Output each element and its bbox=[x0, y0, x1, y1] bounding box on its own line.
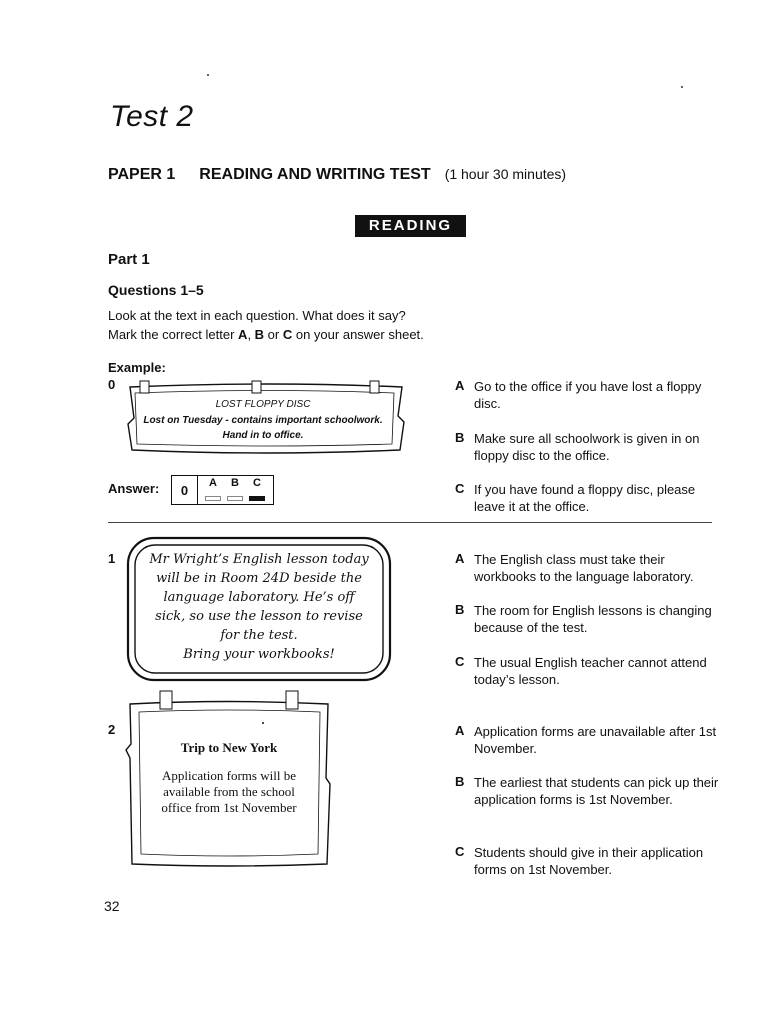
answer-grid-number: 0 bbox=[172, 476, 198, 504]
option-text: If you have found a floppy disc, please leave it at the office. bbox=[474, 482, 696, 514]
option-text: The room for English lessons is changing because of the test. bbox=[474, 603, 712, 635]
notice-line: will be in Room 24D beside the bbox=[156, 571, 362, 586]
paper-heading bbox=[108, 166, 566, 184]
instructions-line-1: Look at the text in each question. What does it say? bbox=[108, 308, 406, 323]
letter-a: A bbox=[238, 327, 248, 342]
option-text: The usual English teacher cannot attend today’s lesson. bbox=[474, 655, 707, 687]
answer-lozenge-a bbox=[205, 496, 221, 501]
notice-line: Mr Wright’s English lesson today bbox=[149, 552, 369, 567]
instructions-text: , bbox=[247, 327, 255, 342]
notice-title: Trip to New York bbox=[180, 740, 278, 755]
notice-line: language laboratory. He’s off bbox=[163, 590, 355, 605]
option-letter: B bbox=[455, 602, 465, 617]
paper-label: PAPER 1 bbox=[108, 166, 176, 183]
option-letter: C bbox=[455, 654, 465, 669]
option-text: Make sure all schoolwork is given in on floppy disc to the office. bbox=[474, 431, 700, 463]
option-letter: C bbox=[455, 844, 465, 859]
instructions-line-2 bbox=[108, 327, 424, 342]
option-text: Go to the office if you have lost a floppy disc. bbox=[474, 379, 702, 411]
option-text: The English class must take their workbooks to the language laboratory. bbox=[474, 552, 694, 584]
option-letter: A bbox=[455, 378, 465, 393]
question-number: 2 bbox=[108, 722, 116, 737]
question-2-notice bbox=[122, 688, 336, 870]
page-number: 32 bbox=[104, 898, 120, 914]
example-label: Example: bbox=[108, 360, 166, 375]
speck bbox=[681, 86, 683, 88]
answer-grid bbox=[171, 475, 274, 505]
notice-line: Application forms will be bbox=[162, 768, 296, 783]
paper-duration: (1 hour 30 minutes) bbox=[444, 166, 567, 182]
notice-line: Hand in to office. bbox=[222, 430, 304, 441]
section-divider bbox=[108, 522, 712, 523]
test-title: Test 2 bbox=[110, 100, 194, 133]
instructions-text: on your answer sheet. bbox=[292, 327, 424, 342]
notice-line: sick, so use the lesson to revise bbox=[155, 609, 363, 624]
instructions-text: or bbox=[264, 327, 283, 342]
option-letter: B bbox=[455, 774, 465, 789]
notice-line: Lost on Tuesday - contains important schoolwork. bbox=[143, 415, 383, 426]
answer-grid-letter: C bbox=[253, 477, 261, 489]
option-text: The earliest that students can pick up their application forms is 1st November. bbox=[474, 775, 719, 807]
notice-line: for the test. bbox=[220, 628, 298, 643]
letter-c: C bbox=[282, 327, 293, 342]
option-text: Students should give in their application forms on 1st November. bbox=[474, 845, 704, 877]
option-letter: A bbox=[455, 723, 465, 738]
example-number: 0 bbox=[108, 377, 116, 392]
instructions-text: Mark the correct letter bbox=[108, 327, 239, 342]
section-banner: READING bbox=[355, 215, 466, 237]
option-letter: A bbox=[455, 551, 465, 566]
letter-b: B bbox=[254, 327, 265, 342]
answer-lozenge-c-marked bbox=[249, 496, 265, 501]
speck bbox=[207, 74, 209, 76]
answer-grid-letter: B bbox=[231, 477, 239, 489]
option-text: Application forms are unavailable after 1st November. bbox=[474, 724, 717, 756]
question-1-notice bbox=[126, 536, 392, 682]
notice-title: LOST FLOPPY DISC bbox=[215, 399, 311, 410]
notice-line: office from 1st November bbox=[161, 800, 297, 815]
answer-grid-letter: A bbox=[209, 477, 217, 489]
option-letter: B bbox=[455, 430, 465, 445]
example-notice bbox=[118, 378, 408, 458]
notice-line: Bring your workbooks! bbox=[183, 647, 335, 662]
answer-label: Answer: bbox=[108, 481, 160, 496]
part-title: Part 1 bbox=[108, 251, 150, 268]
answer-lozenge-b bbox=[227, 496, 243, 501]
question-number: 1 bbox=[108, 551, 116, 566]
notice-line: available from the school bbox=[163, 784, 295, 799]
paper-name: READING AND WRITING TEST bbox=[199, 166, 431, 183]
questions-heading: Questions 1–5 bbox=[108, 282, 204, 298]
option-letter: C bbox=[455, 481, 465, 496]
